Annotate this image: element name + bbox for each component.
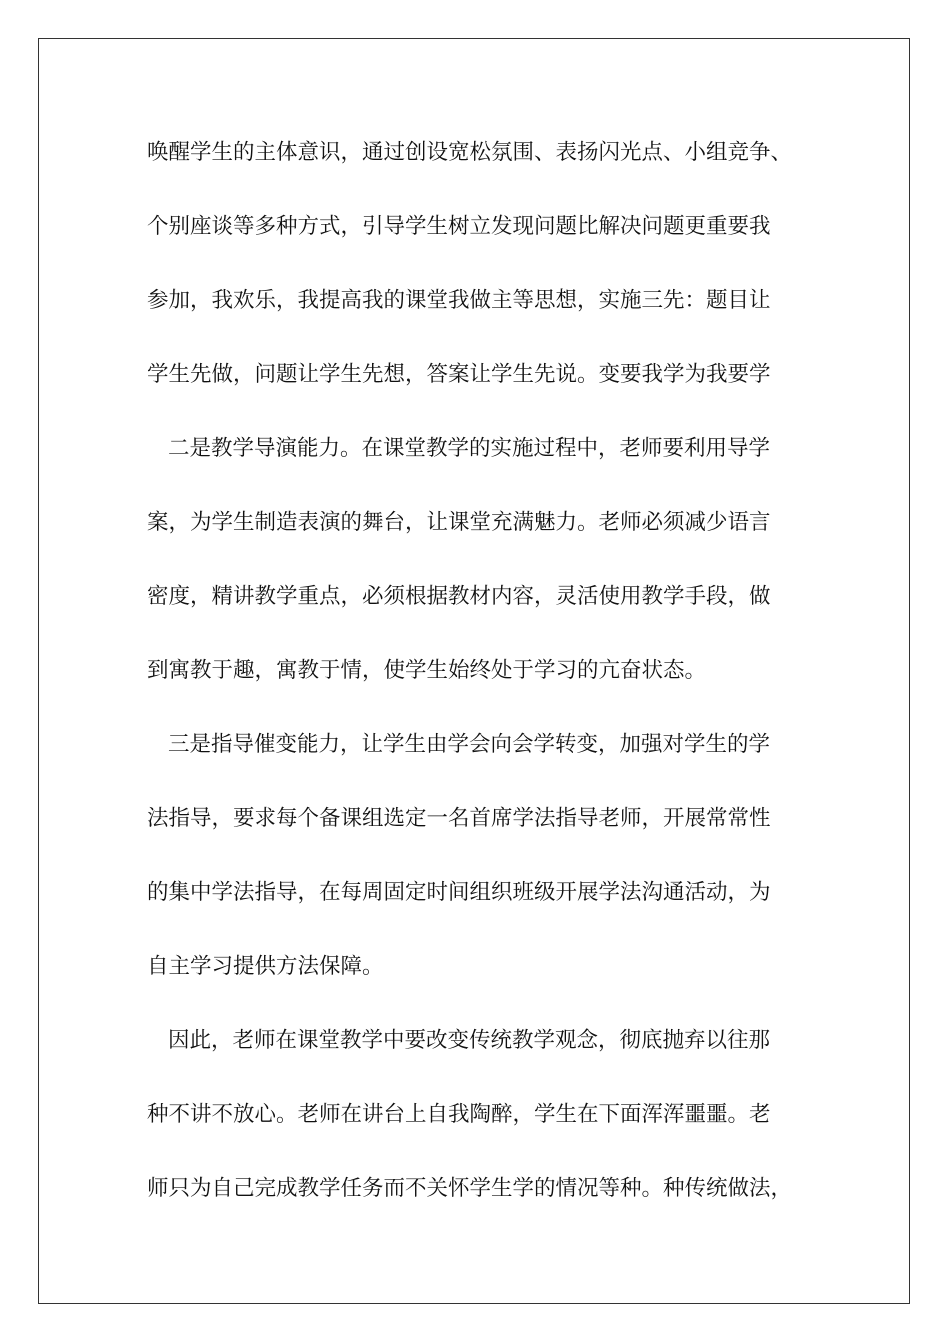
text-line: 自主学习提供方法保障。 [147,954,384,979]
text-line: 种不讲不放心。老师在讲台上自我陶醉，学生在下面浑浑噩噩。老 [147,1102,771,1127]
text-line: 学生先做，问题让学生先想，答案让学生先说。变要我学为我要学 [147,362,771,387]
text-line: 个别座谈等多种方式，引导学生树立发现问题比解决问题更重要我 [147,214,771,239]
text-line: 二是教学导演能力。在课堂教学的实施过程中，老师要利用导学 [168,436,771,461]
text-line: 案，为学生制造表演的舞台，让课堂充满魅力。老师必须减少语言 [147,510,771,535]
text-line: 师只为自己完成教学任务而不关怀学生学的情况等种。种传统做法， [147,1176,793,1201]
text-line: 因此，老师在课堂教学中要改变传统教学观念，彻底抛弃以往那 [168,1028,771,1053]
document-body [147,116,827,1226]
text-line: 到寓教于趣，寓教于情，使学生始终处于学习的亢奋状态。 [147,658,707,683]
text-line: 参加，我欢乐，我提高我的课堂我做主等思想，实施三先：题目让 [147,288,771,313]
text-line: 三是指导催变能力，让学生由学会向会学转变，加强对学生的学 [168,732,771,757]
text-line: 密度，精讲教学重点，必须根据教材内容，灵活使用教学手段，做 [147,584,771,609]
text-line: 唤醒学生的主体意识，通过创设宽松氛围、表扬闪光点、小组竞争、 [147,140,793,165]
text-line: 的集中学法指导，在每周固定时间组织班级开展学法沟通活动，为 [147,880,771,905]
text-line: 法指导，要求每个备课组选定一名首席学法指导老师，开展常常性 [147,806,771,831]
